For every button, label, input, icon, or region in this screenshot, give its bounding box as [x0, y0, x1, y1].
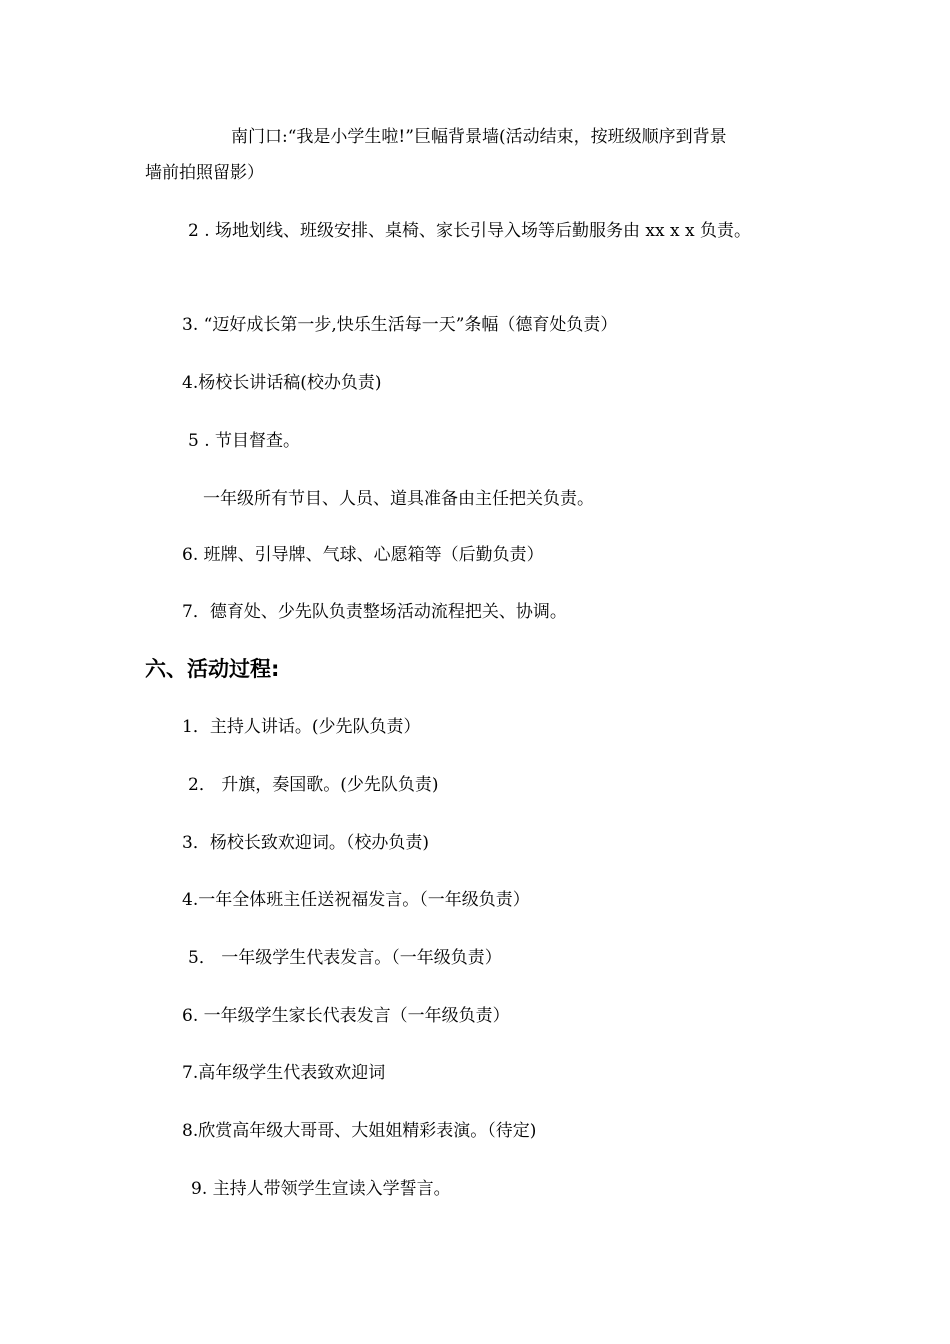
- list-item: 6. 班牌、引导牌、气球、心愿箱等（后勤负责）: [182, 545, 544, 565]
- list-item: 8.欣赏高年级大哥哥、大姐姐精彩表演。（待定): [182, 1121, 537, 1141]
- list-item: 4.一年全体班主任送祝福发言。（一年级负责）: [182, 890, 530, 910]
- paragraph-line: 墙前拍照留影）: [145, 163, 264, 183]
- list-item: 2 . 场地划线、班级安排、桌椅、家长引导入场等后勤服务由 xx x x 负责。: [188, 221, 751, 241]
- list-item: 6. 一年级学生家长代表发言（一年级负责）: [182, 1006, 510, 1026]
- list-item: 7．德育处、少先队负责整场活动流程把关、协调。: [182, 602, 567, 622]
- list-item: 4.杨校长讲话稿(校办负责): [182, 373, 382, 393]
- paragraph-line: 南门口:“我是小学生啦!”巨幅背景墙(活动结束，按班级顺序到背景: [231, 127, 727, 147]
- paragraph-line: 一年级所有节目、人员、道具准备由主任把关负责。: [203, 489, 594, 509]
- list-item: 9. 主持人带领学生宣读入学誓言。: [191, 1179, 451, 1199]
- list-item: 7.高年级学生代表致欢迎词: [182, 1063, 386, 1083]
- list-item: 3. “迈好成长第一步,快乐生活每一天”条幅（德育处负责）: [182, 315, 618, 335]
- list-item: 1．主持人讲话。(少先队负责）: [182, 717, 421, 737]
- section-heading: 六、活动过程:: [145, 657, 280, 681]
- list-item: 5． 一年级学生代表发言。（一年级负责）: [188, 948, 502, 968]
- list-item: 2． 升旗，奏国歌。(少先队负责): [188, 775, 439, 795]
- list-item: 3．杨校长致欢迎词。（校办负责): [182, 833, 429, 853]
- list-item: 5 . 节目督查。: [188, 431, 301, 451]
